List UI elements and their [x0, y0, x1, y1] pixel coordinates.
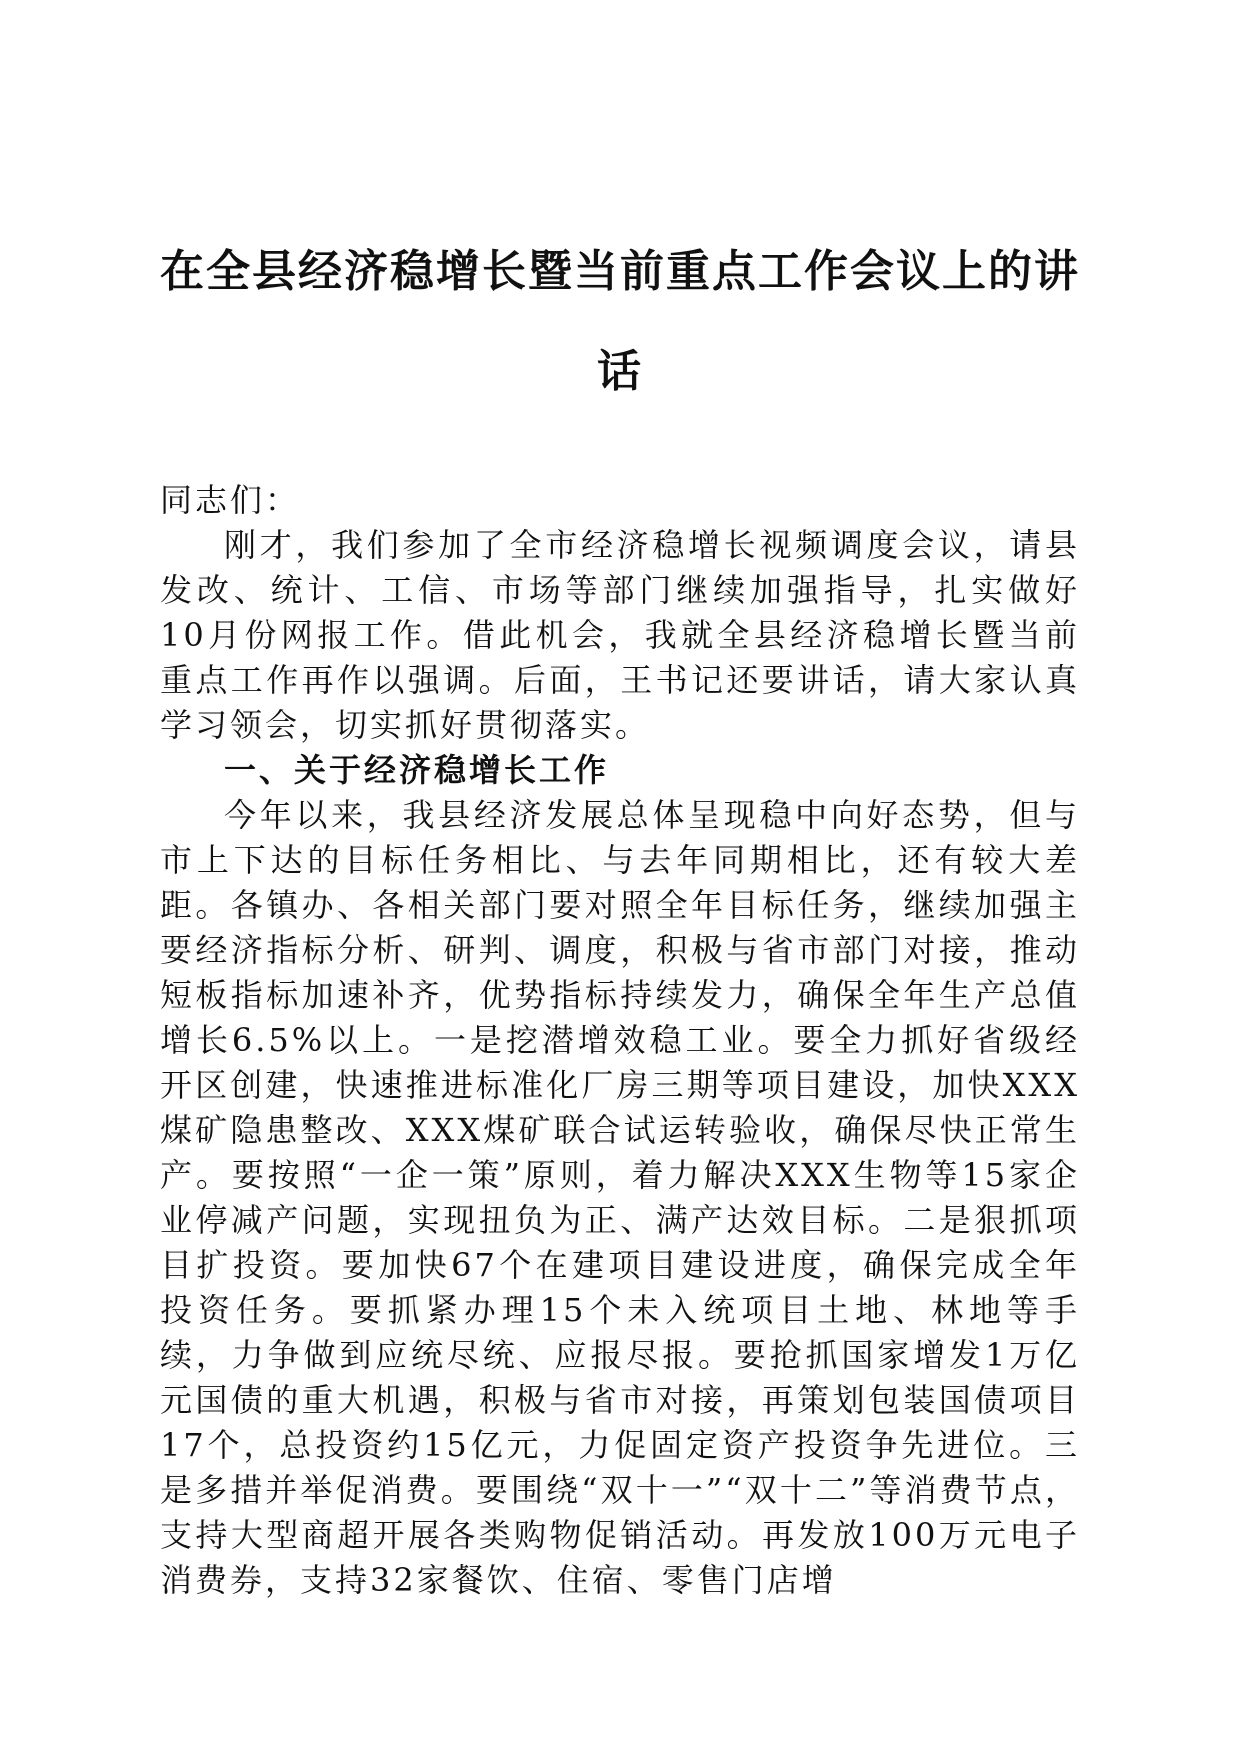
document-title: 在全县经济稳增长暨当前重点工作会议上的讲话: [160, 246, 1080, 397]
document-page: [160, 0, 1080, 1754]
section-paragraph: 今年以来，我县经济发展总体呈现稳中向好态势，但与市上下达的目标任务相比、与去年同期相比，还有较大差距。各镇办、各相关部门要对照全年目标任务，继续加强主要经济指标分析、研判、调度，积极与省市部门对接，推动短板指标加速补齐，优势指标持续发力，确保全年生产总值增长6.5%以上。一是挖潜增效稳工业。要全力抓好省级经开区创建，快速推进标准化厂房三期等项目建设，加快XXX煤矿隐患整改、XXX煤矿联合试运转验收，确保尽快正常生产。要按照“一企一策”原则，着力解决XXX生物等15家企业停减产问题，实现扭负为正、满产达效目标。二是狠抓项目扩投资。要加快67个在建项目建设进度，确保完成全年投资任务。要抓紧办理15个未入统项目土地、林地等手续，力争做到应统尽统、应报尽报。要抢抓国家增发1万亿元国债的重大机遇，积极与省市对接，再策划包装国债项目17个，总投资约15亿元，力促固定资产投资争先进位。三是多措并举促消费。要围绕“双十一”“双十二”等消费节点，支持大型商超开展各类购物促销活动。再发放100万元电子消费券，支持32家餐饮、住宿、零售门店增: [160, 796, 1080, 1599]
section-heading: 一、关于经济稳增长工作: [224, 751, 610, 789]
document-body: [160, 478, 1080, 1603]
intro-paragraph: 刚才，我们参加了全市经济稳增长视频调度会议，请县发改、统计、工信、市场等部门继续加强指导，扎实做好10月份网报工作。借此机会，我就全县经济稳增长暨当前重点工作再作以强调。后面，王书记还要讲话，请大家认真学习领会，切实抓好贯彻落实。: [160, 526, 1080, 744]
salutation: 同志们：: [160, 481, 301, 519]
